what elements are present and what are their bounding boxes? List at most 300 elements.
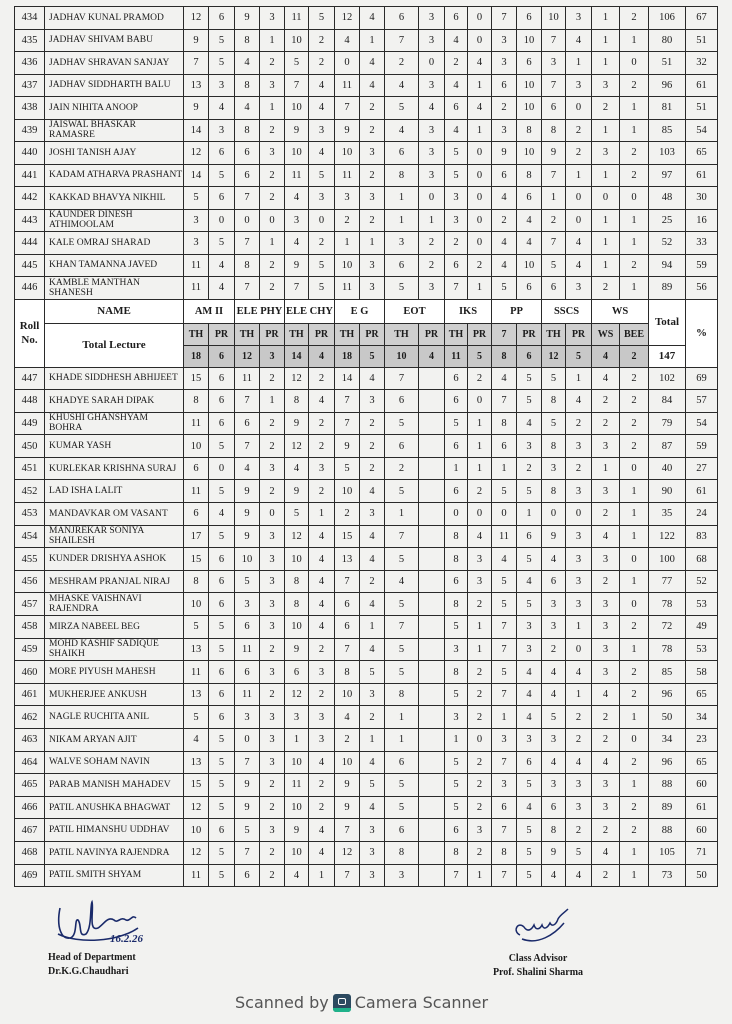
attendance-value bbox=[419, 751, 445, 774]
subject-header: ELE PHY bbox=[235, 299, 285, 323]
attendance-value: 4 bbox=[592, 367, 620, 390]
attendance-value: 0 bbox=[566, 97, 592, 120]
attendance-value: 5 bbox=[385, 661, 419, 684]
attendance-value: 4 bbox=[566, 661, 592, 684]
attendance-value: 10 bbox=[285, 616, 309, 639]
attendance-value: 8 bbox=[335, 661, 360, 684]
attendance-value: 5 bbox=[309, 7, 335, 30]
attendance-value: 4 bbox=[285, 457, 309, 480]
attendance-value: 11 bbox=[335, 74, 360, 97]
attendance-value: 6 bbox=[492, 164, 517, 187]
total-attended: 84 bbox=[649, 390, 686, 413]
attendance-value: 9 bbox=[235, 503, 260, 526]
column-type-header: TH bbox=[542, 323, 566, 345]
attendance-value: 3 bbox=[542, 729, 566, 752]
attendance-value: 3 bbox=[566, 525, 592, 548]
attendance-percent: 24 bbox=[686, 503, 718, 526]
attendance-value: 6 bbox=[235, 412, 260, 435]
attendance-value: 6 bbox=[445, 367, 468, 390]
attendance-value: 4 bbox=[517, 412, 542, 435]
attendance-value: 6 bbox=[542, 796, 566, 819]
roll-no: 440 bbox=[15, 142, 45, 165]
total-attended: 87 bbox=[649, 435, 686, 458]
attendance-value: 5 bbox=[492, 277, 517, 300]
attendance-value: 3 bbox=[492, 52, 517, 75]
attendance-value: 3 bbox=[419, 29, 445, 52]
attendance-value: 10 bbox=[285, 796, 309, 819]
attendance-value: 3 bbox=[542, 774, 566, 797]
attendance-value: 0 bbox=[620, 52, 649, 75]
attendance-value: 2 bbox=[517, 457, 542, 480]
attendance-value: 2 bbox=[566, 119, 592, 142]
attendance-value: 2 bbox=[309, 367, 335, 390]
attendance-value: 3 bbox=[492, 119, 517, 142]
attendance-value: 1 bbox=[360, 729, 385, 752]
student-name: KHADYE SARAH DIPAK bbox=[45, 390, 184, 413]
subject-header: WS bbox=[592, 299, 649, 323]
attendance-value: 7 bbox=[492, 864, 517, 887]
attendance-percent: 33 bbox=[686, 232, 718, 255]
student-name: NIKAM ARYAN AJIT bbox=[45, 729, 184, 752]
attendance-value: 1 bbox=[620, 525, 649, 548]
student-name: JADHAV SHRAVAN SANJAY bbox=[45, 52, 184, 75]
column-type-header: 7 bbox=[492, 323, 517, 345]
table-row bbox=[15, 729, 718, 752]
attendance-value: 1 bbox=[360, 29, 385, 52]
attendance-value: 2 bbox=[542, 638, 566, 661]
lecture-count: 8 bbox=[492, 345, 517, 367]
attendance-value: 4 bbox=[309, 570, 335, 593]
roll-no: 468 bbox=[15, 841, 45, 864]
attendance-value: 6 bbox=[385, 435, 419, 458]
table-row bbox=[15, 525, 718, 548]
attendance-value: 2 bbox=[260, 119, 285, 142]
attendance-value: 5 bbox=[385, 593, 419, 616]
attendance-value: 4 bbox=[360, 638, 385, 661]
student-name: WALVE SOHAM NAVIN bbox=[45, 751, 184, 774]
attendance-value: 3 bbox=[592, 593, 620, 616]
attendance-value: 14 bbox=[335, 367, 360, 390]
roll-no: 465 bbox=[15, 774, 45, 797]
attendance-percent: 54 bbox=[686, 412, 718, 435]
table-row bbox=[15, 616, 718, 639]
attendance-value: 0 bbox=[492, 503, 517, 526]
attendance-value: 5 bbox=[385, 412, 419, 435]
attendance-value: 0 bbox=[542, 503, 566, 526]
attendance-value: 0 bbox=[468, 390, 492, 413]
attendance-percent: 53 bbox=[686, 593, 718, 616]
total-attended: 90 bbox=[649, 480, 686, 503]
student-name: PATIL ANUSHKA BHAGWAT bbox=[45, 796, 184, 819]
attendance-value: 3 bbox=[309, 457, 335, 480]
attendance-value: 4 bbox=[385, 119, 419, 142]
attendance-value: 4 bbox=[209, 97, 235, 120]
attendance-value: 5 bbox=[517, 774, 542, 797]
total-attended: 48 bbox=[649, 187, 686, 210]
hod-signature-block bbox=[48, 898, 168, 979]
attendance-percent: 49 bbox=[686, 616, 718, 639]
attendance-value: 5 bbox=[385, 796, 419, 819]
total-attended: 73 bbox=[649, 864, 686, 887]
attendance-value bbox=[419, 841, 445, 864]
student-name: PATIL SMITH SHYAM bbox=[45, 864, 184, 887]
attendance-value: 0 bbox=[468, 209, 492, 232]
attendance-value: 2 bbox=[566, 706, 592, 729]
attendance-value bbox=[419, 638, 445, 661]
attendance-percent: 68 bbox=[686, 548, 718, 571]
attendance-value: 7 bbox=[542, 164, 566, 187]
attendance-value: 1 bbox=[492, 706, 517, 729]
attendance-value: 6 bbox=[184, 457, 209, 480]
attendance-percent: 27 bbox=[686, 457, 718, 480]
attendance-value: 5 bbox=[209, 774, 235, 797]
attendance-value: 1 bbox=[620, 480, 649, 503]
total-lecture-label: Total Lecture bbox=[45, 323, 184, 367]
attendance-value: 5 bbox=[184, 616, 209, 639]
attendance-value: 5 bbox=[445, 616, 468, 639]
attendance-value bbox=[419, 457, 445, 480]
attendance-percent: 83 bbox=[686, 525, 718, 548]
attendance-value: 1 bbox=[468, 864, 492, 887]
attendance-value: 6 bbox=[209, 390, 235, 413]
table-row bbox=[15, 661, 718, 684]
attendance-value: 9 bbox=[235, 774, 260, 797]
attendance-value: 6 bbox=[445, 390, 468, 413]
roll-no: 441 bbox=[15, 164, 45, 187]
attendance-value: 11 bbox=[184, 864, 209, 887]
attendance-value: 3 bbox=[542, 457, 566, 480]
attendance-percent: 23 bbox=[686, 729, 718, 752]
attendance-percent: 34 bbox=[686, 706, 718, 729]
attendance-value: 7 bbox=[285, 277, 309, 300]
attendance-value: 8 bbox=[542, 480, 566, 503]
table-row bbox=[15, 187, 718, 210]
attendance-value: 2 bbox=[309, 480, 335, 503]
attendance-percent: 57 bbox=[686, 390, 718, 413]
attendance-value: 8 bbox=[235, 119, 260, 142]
attendance-value: 2 bbox=[620, 412, 649, 435]
attendance-value: 1 bbox=[620, 638, 649, 661]
attendance-value: 5 bbox=[445, 412, 468, 435]
attendance-value: 5 bbox=[309, 254, 335, 277]
attendance-value: 1 bbox=[566, 616, 592, 639]
attendance-value: 2 bbox=[468, 774, 492, 797]
attendance-value: 1 bbox=[566, 52, 592, 75]
attendance-value: 4 bbox=[566, 29, 592, 52]
attendance-value: 9 bbox=[235, 796, 260, 819]
attendance-value: 6 bbox=[235, 864, 260, 887]
attendance-value: 2 bbox=[309, 29, 335, 52]
attendance-value: 3 bbox=[492, 729, 517, 752]
attendance-value: 5 bbox=[235, 819, 260, 842]
attendance-value: 5 bbox=[209, 616, 235, 639]
attendance-value: 5 bbox=[209, 435, 235, 458]
camera-icon bbox=[333, 994, 351, 1012]
attendance-percent: 51 bbox=[686, 29, 718, 52]
attendance-value: 5 bbox=[235, 570, 260, 593]
attendance-value: 0 bbox=[566, 187, 592, 210]
attendance-value: 2 bbox=[566, 819, 592, 842]
attendance-value: 7 bbox=[235, 435, 260, 458]
attendance-value: 9 bbox=[335, 796, 360, 819]
attendance-percent: 61 bbox=[686, 164, 718, 187]
total-attended: 85 bbox=[649, 661, 686, 684]
total-attended: 102 bbox=[649, 367, 686, 390]
attendance-value: 2 bbox=[592, 503, 620, 526]
attendance-value: 4 bbox=[517, 796, 542, 819]
lecture-count: 11 bbox=[445, 345, 468, 367]
table-row bbox=[15, 548, 718, 571]
attendance-value: 10 bbox=[335, 683, 360, 706]
roll-no: 435 bbox=[15, 29, 45, 52]
attendance-value: 10 bbox=[285, 751, 309, 774]
attendance-value: 2 bbox=[419, 232, 445, 255]
attendance-value: 3 bbox=[360, 864, 385, 887]
attendance-value: 7 bbox=[492, 390, 517, 413]
attendance-value: 3 bbox=[360, 187, 385, 210]
attendance-value: 4 bbox=[309, 616, 335, 639]
attendance-value: 11 bbox=[285, 7, 309, 30]
attendance-value: 5 bbox=[184, 706, 209, 729]
lecture-count: 12 bbox=[542, 345, 566, 367]
attendance-value: 11 bbox=[184, 661, 209, 684]
attendance-value: 2 bbox=[620, 751, 649, 774]
attendance-value bbox=[419, 661, 445, 684]
attendance-value: 4 bbox=[592, 525, 620, 548]
attendance-value bbox=[419, 864, 445, 887]
attendance-percent: 65 bbox=[686, 142, 718, 165]
attendance-value: 3 bbox=[566, 796, 592, 819]
attendance-value: 0 bbox=[260, 503, 285, 526]
attendance-value: 4 bbox=[566, 390, 592, 413]
attendance-value: 3 bbox=[184, 232, 209, 255]
attendance-value bbox=[419, 729, 445, 752]
attendance-value: 6 bbox=[385, 819, 419, 842]
attendance-value: 6 bbox=[209, 683, 235, 706]
attendance-percent: 67 bbox=[686, 7, 718, 30]
total-attended: 40 bbox=[649, 457, 686, 480]
attendance-value: 2 bbox=[360, 706, 385, 729]
attendance-value: 3 bbox=[360, 254, 385, 277]
attendance-value: 4 bbox=[517, 706, 542, 729]
attendance-value: 12 bbox=[285, 435, 309, 458]
attendance-value: 9 bbox=[235, 7, 260, 30]
attendance-value: 1 bbox=[419, 209, 445, 232]
roll-no: 437 bbox=[15, 74, 45, 97]
roll-no: 466 bbox=[15, 796, 45, 819]
subject-header: ELE CHY bbox=[285, 299, 335, 323]
attendance-value: 2 bbox=[542, 209, 566, 232]
attendance-value: 1 bbox=[566, 164, 592, 187]
attendance-value: 5 bbox=[209, 751, 235, 774]
attendance-value: 3 bbox=[592, 638, 620, 661]
student-name: KAKKAD BHAVYA NIKHIL bbox=[45, 187, 184, 210]
attendance-value: 5 bbox=[445, 142, 468, 165]
attendance-value: 11 bbox=[335, 277, 360, 300]
attendance-value: 2 bbox=[566, 457, 592, 480]
roll-no: 443 bbox=[15, 209, 45, 232]
lecture-count: 4 bbox=[309, 345, 335, 367]
table-row bbox=[15, 819, 718, 842]
total-attended: 96 bbox=[649, 751, 686, 774]
attendance-value: 2 bbox=[468, 593, 492, 616]
attendance-value: 5 bbox=[445, 751, 468, 774]
attendance-value: 9 bbox=[235, 480, 260, 503]
attendance-value: 5 bbox=[360, 774, 385, 797]
attendance-value bbox=[419, 616, 445, 639]
attendance-value: 7 bbox=[184, 52, 209, 75]
attendance-value: 1 bbox=[260, 29, 285, 52]
attendance-value: 2 bbox=[468, 706, 492, 729]
attendance-value: 12 bbox=[285, 683, 309, 706]
lecture-count: 2 bbox=[620, 345, 649, 367]
attendance-value: 6 bbox=[492, 435, 517, 458]
attendance-value: 2 bbox=[260, 683, 285, 706]
attendance-value: 7 bbox=[385, 29, 419, 52]
attendance-value: 3 bbox=[592, 661, 620, 684]
attendance-value: 4 bbox=[285, 187, 309, 210]
upper-rows bbox=[15, 7, 718, 300]
attendance-value: 4 bbox=[566, 751, 592, 774]
roll-no: 436 bbox=[15, 52, 45, 75]
column-type-header: PR bbox=[260, 323, 285, 345]
attendance-value: 8 bbox=[235, 254, 260, 277]
attendance-percent: 65 bbox=[686, 751, 718, 774]
attendance-percent: 58 bbox=[686, 661, 718, 684]
attendance-value: 7 bbox=[335, 819, 360, 842]
attendance-value: 4 bbox=[468, 52, 492, 75]
attendance-value: 6 bbox=[335, 616, 360, 639]
attendance-percent: 51 bbox=[686, 97, 718, 120]
attendance-value: 7 bbox=[335, 97, 360, 120]
attendance-value: 5 bbox=[542, 706, 566, 729]
table-row bbox=[15, 774, 718, 797]
attendance-value: 2 bbox=[592, 706, 620, 729]
roll-no: 459 bbox=[15, 638, 45, 661]
attendance-value: 8 bbox=[445, 548, 468, 571]
attendance-value: 4 bbox=[419, 97, 445, 120]
attendance-value: 4 bbox=[209, 503, 235, 526]
roll-no: 464 bbox=[15, 751, 45, 774]
attendance-value: 4 bbox=[235, 457, 260, 480]
attendance-value: 4 bbox=[517, 570, 542, 593]
attendance-value: 10 bbox=[335, 751, 360, 774]
attendance-value: 5 bbox=[209, 232, 235, 255]
attendance-value: 2 bbox=[260, 796, 285, 819]
attendance-value: 2 bbox=[260, 841, 285, 864]
lecture-count: 4 bbox=[419, 345, 445, 367]
table-row bbox=[15, 706, 718, 729]
attendance-value: 7 bbox=[542, 29, 566, 52]
attendance-value: 5 bbox=[335, 457, 360, 480]
roll-no: 449 bbox=[15, 412, 45, 435]
attendance-value: 10 bbox=[235, 548, 260, 571]
attendance-value: 1 bbox=[445, 457, 468, 480]
attendance-value: 4 bbox=[445, 29, 468, 52]
column-type-header: PR bbox=[309, 323, 335, 345]
attendance-value: 2 bbox=[566, 412, 592, 435]
total-attended: 96 bbox=[649, 683, 686, 706]
attendance-value: 1 bbox=[468, 435, 492, 458]
attendance-value: 3 bbox=[566, 277, 592, 300]
subject-header: E G bbox=[335, 299, 385, 323]
attendance-value: 3 bbox=[517, 638, 542, 661]
total-attended: 89 bbox=[649, 796, 686, 819]
student-name: MOHD KASHIF SADIQUE SHAIKH bbox=[45, 638, 184, 661]
attendance-value: 8 bbox=[285, 390, 309, 413]
attendance-value: 2 bbox=[468, 796, 492, 819]
attendance-value: 4 bbox=[592, 751, 620, 774]
attendance-value: 6 bbox=[209, 570, 235, 593]
student-name: JADHAV SHIVAM BABU bbox=[45, 29, 184, 52]
attendance-value: 5 bbox=[209, 52, 235, 75]
attendance-value: 3 bbox=[592, 548, 620, 571]
attendance-value: 5 bbox=[209, 729, 235, 752]
attendance-value: 2 bbox=[360, 570, 385, 593]
table-row bbox=[15, 435, 718, 458]
attendance-value: 3 bbox=[309, 187, 335, 210]
attendance-value: 3 bbox=[309, 661, 335, 684]
roll-no: 463 bbox=[15, 729, 45, 752]
attendance-value bbox=[419, 548, 445, 571]
attendance-value: 8 bbox=[385, 841, 419, 864]
attendance-value: 15 bbox=[184, 548, 209, 571]
attendance-value: 2 bbox=[260, 52, 285, 75]
attendance-value: 6 bbox=[209, 142, 235, 165]
attendance-value: 0 bbox=[620, 457, 649, 480]
total-attended: 89 bbox=[649, 277, 686, 300]
attendance-value: 3 bbox=[517, 729, 542, 752]
attendance-value: 11 bbox=[184, 412, 209, 435]
attendance-value: 3 bbox=[260, 548, 285, 571]
attendance-value: 1 bbox=[592, 457, 620, 480]
attendance-value: 11 bbox=[184, 277, 209, 300]
attendance-value: 1 bbox=[385, 729, 419, 752]
attendance-value: 0 bbox=[620, 187, 649, 210]
attendance-value: 2 bbox=[468, 751, 492, 774]
attendance-value: 4 bbox=[209, 254, 235, 277]
lecture-count: 6 bbox=[209, 345, 235, 367]
attendance-value: 2 bbox=[385, 52, 419, 75]
attendance-value: 6 bbox=[445, 97, 468, 120]
table-row bbox=[15, 277, 718, 300]
attendance-value: 4 bbox=[542, 661, 566, 684]
attendance-value: 8 bbox=[184, 390, 209, 413]
student-name: MUKHERJEE ANKUSH bbox=[45, 683, 184, 706]
attendance-value: 4 bbox=[566, 254, 592, 277]
attendance-value: 1 bbox=[309, 503, 335, 526]
attendance-value: 1 bbox=[592, 254, 620, 277]
attendance-value: 5 bbox=[209, 525, 235, 548]
attendance-value: 10 bbox=[517, 29, 542, 52]
attendance-value: 2 bbox=[592, 277, 620, 300]
attendance-value: 9 bbox=[285, 819, 309, 842]
attendance-value: 1 bbox=[620, 503, 649, 526]
roll-no: 461 bbox=[15, 683, 45, 706]
roll-no: 442 bbox=[15, 187, 45, 210]
attendance-value: 1 bbox=[517, 503, 542, 526]
attendance-percent: 30 bbox=[686, 187, 718, 210]
attendance-value: 2 bbox=[260, 164, 285, 187]
attendance-value: 3 bbox=[419, 119, 445, 142]
attendance-value: 2 bbox=[360, 209, 385, 232]
attendance-value: 4 bbox=[285, 232, 309, 255]
total-attended: 25 bbox=[649, 209, 686, 232]
attendance-value: 4 bbox=[468, 97, 492, 120]
attendance-value: 11 bbox=[285, 774, 309, 797]
attendance-value: 4 bbox=[566, 232, 592, 255]
attendance-value: 6 bbox=[235, 616, 260, 639]
